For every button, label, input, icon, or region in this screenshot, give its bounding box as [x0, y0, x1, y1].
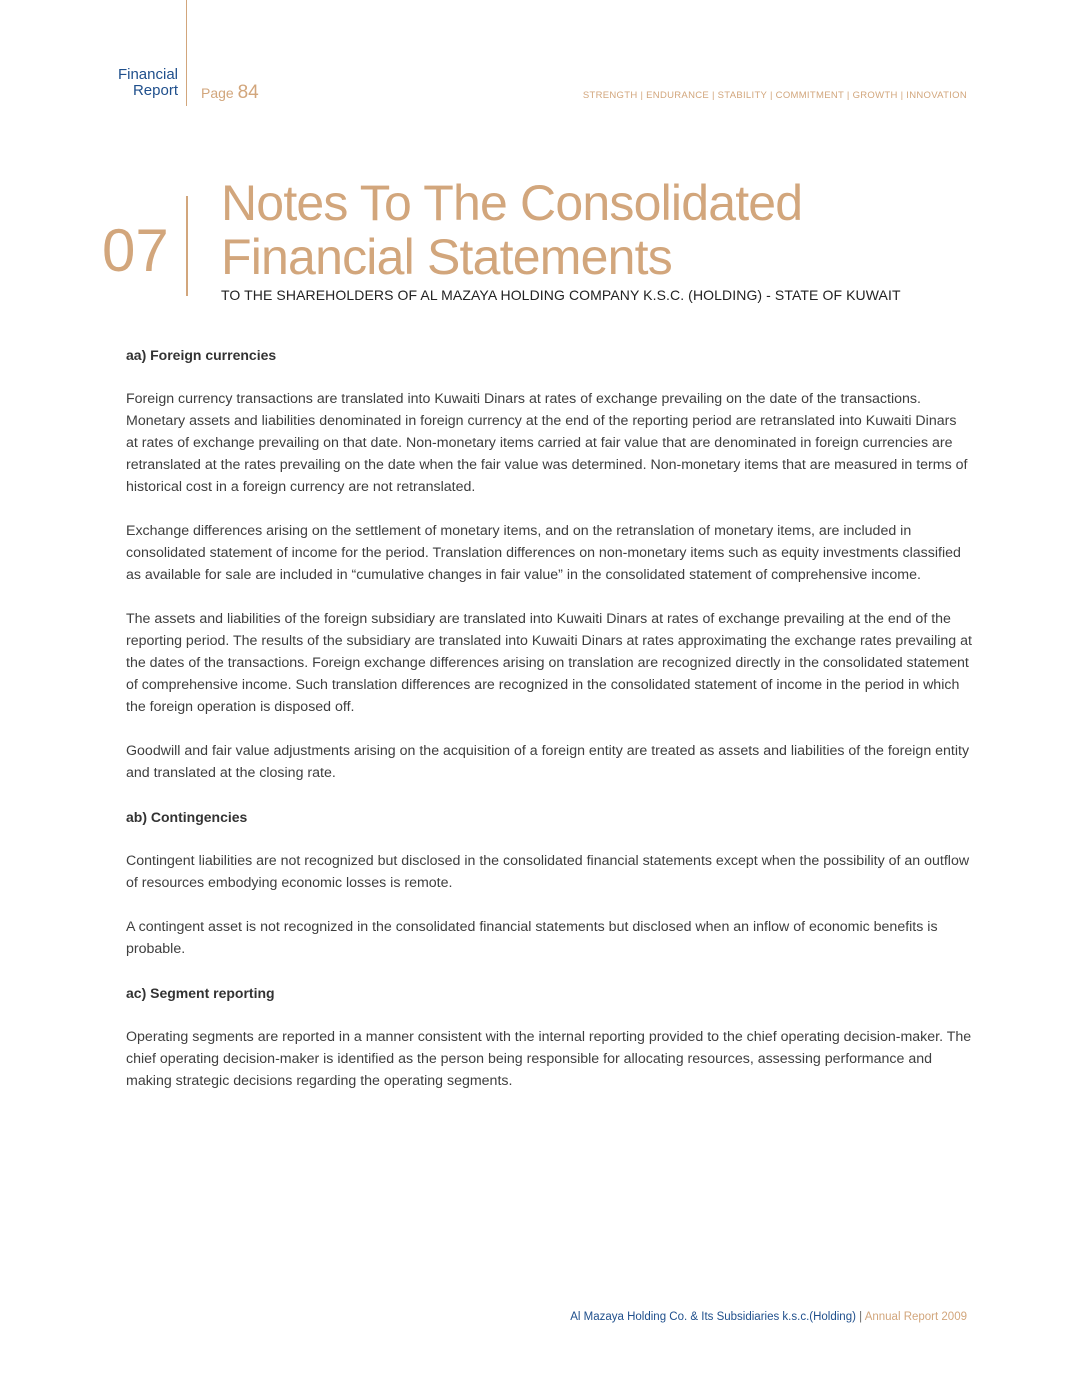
paragraph: The assets and liabilities of the foreign subsidiary are translated into Kuwaiti Dinars at rates of exchange prevailing at the end of the reporting period. The results of the subsidiary are translated into Kuwaiti Dinars at rates approximating the exchange rates prevailing at the dates of the transactions. Foreign exchange differences arising on translation are recognized directly in the consolidated statement of comprehensive income. Such translation differences are recognized in the consolidated statement of income in the period in which the foreign operation is disposed off.: [126, 611, 972, 715]
section-number: 07: [102, 217, 169, 284]
section-label-line1: Financial: [117, 66, 178, 83]
page-number: 84: [237, 82, 259, 103]
paragraph: Operating segments are reported in a manner consistent with the internal reporting provided to the chief operating decision-maker. The chief operating decision-maker is identified as the person being responsible for allocating resources, assessing performance and making strategic decisions regarding the operating segments.: [126, 1029, 972, 1089]
section-heading-segment-reporting: ac) Segment reporting: [126, 985, 275, 1001]
paragraph: A contingent asset is not recognized in the consolidated financial statements but disclosed when an inflow of economic benefits is probable.: [126, 919, 938, 957]
notes-body: [126, 344, 972, 1114]
page-title-line1: Notes To The Consolidated: [221, 175, 803, 231]
header-tagline: STRENGTH | ENDURANCE | STABILITY | COMMITMENT | GROWTH | INNOVATION: [582, 90, 967, 101]
paragraph: Contingent liabilities are not recognized but disclosed in the consolidated financial statements except when the possibility of an outflow of resources embodying economic losses is remote.: [126, 853, 970, 891]
section-heading-contingencies: ab) Contingencies: [126, 809, 248, 825]
footer-company: Al Mazaya Holding Co. & Its Subsidiaries k.s.c.(Holding): [570, 1311, 856, 1323]
section-label: [118, 67, 178, 99]
paragraph: Exchange differences arising on the settlement of monetary items, and on the retranslation of monetary items, are included in consolidated statement of income for the period. Translation differences on non-monetary items such as equity investments classified as available for sale are included in “cumulative changes in fair value” in the consolidated statement of comprehensive income.: [126, 523, 961, 583]
section-label-line2: Report: [132, 82, 178, 99]
title-divider: [186, 196, 188, 296]
section-heading-foreign-currencies: aa) Foreign currencies: [126, 347, 277, 363]
page-title-line2: Financial Statements: [221, 229, 672, 285]
footer-separator: |: [859, 1311, 863, 1323]
page-subtitle: TO THE SHAREHOLDERS OF AL MAZAYA HOLDING COMPANY K.S.C. (HOLDING) - STATE OF KUWAIT: [221, 287, 901, 303]
paragraph: Goodwill and fair value adjustments arising on the acquisition of a foreign entity are treated as assets and liabilities of the foreign entity and translated at the closing rate.: [126, 743, 970, 781]
page-indicator: [201, 82, 259, 104]
header-divider: [186, 0, 187, 106]
page-footer: [570, 1311, 967, 1323]
paragraph: Foreign currency transactions are translated into Kuwaiti Dinars at rates of exchange prevailing on the date of the transactions. Monetary assets and liabilities denominated in foreign currency at the end of the reporting period are retranslated into Kuwaiti Dinars at rates of exchange prevailing on that date. Non-monetary items carried at fair value that are denominated in foreign currencies are retranslated at the rates prevailing on the date when the fair value was determined. Non-monetary items that are measured in terms of historical cost in a foreign currency are not retranslated.: [126, 391, 968, 495]
footer-report: Annual Report 2009: [864, 1311, 967, 1323]
page-label: Page: [201, 85, 234, 101]
